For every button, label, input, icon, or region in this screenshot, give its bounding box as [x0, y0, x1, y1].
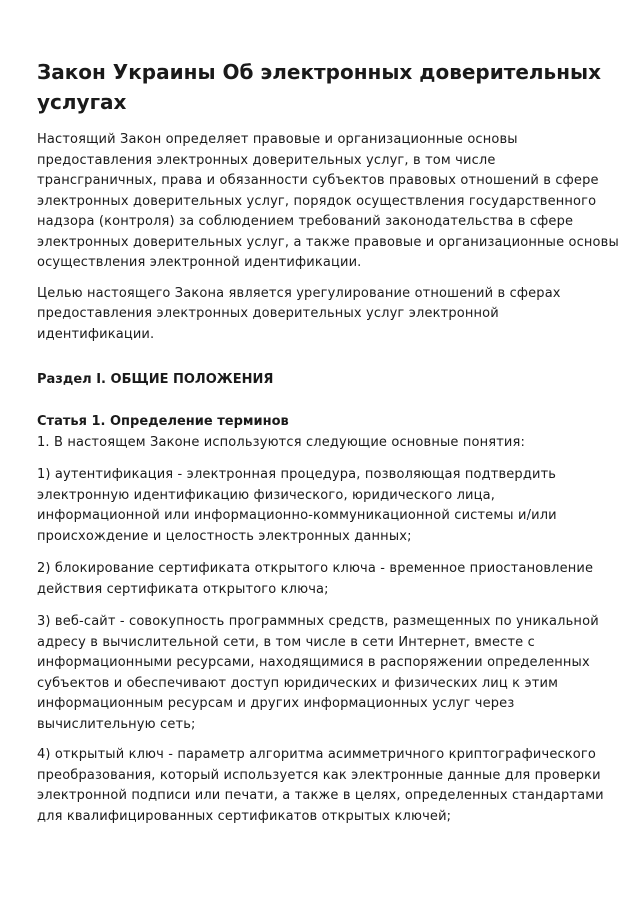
text-line: электронную идентификацию физического, юридического лица, [37, 487, 496, 503]
definition-item [37, 612, 637, 735]
text-line: происхождение и целостность электронных данных; [37, 528, 412, 544]
text-line: электронных доверительных услуг, порядок осуществления государственного [37, 193, 597, 209]
text-line: Настоящий Закон определяет правовые и организационные основы [37, 132, 518, 147]
preamble-paragraph [37, 130, 637, 274]
text-line: электронной подписи или печати, а также в целях, определенных стандартами [37, 788, 604, 803]
text-line: Целью настоящего Закона является урегулирование отношений в сферах [37, 285, 561, 301]
purpose-paragraph [37, 284, 637, 346]
text-line: вычислительную сеть; [37, 716, 196, 732]
article-heading: Статья 1. Определение терминов [37, 414, 289, 429]
definition-item [37, 559, 637, 600]
text-line: электронных доверительных услуг, а также правовые и организационные основы [37, 234, 619, 250]
text-line: действия сертификата открытого ключа; [37, 581, 329, 597]
text-line: 1) аутентификация - электронная процедура, позволяющая подтвердить [37, 467, 557, 482]
text-line: 4) открытый ключ - параметр алгоритма асимметричного криптографического [37, 747, 596, 762]
text-line: осуществления электронной идентификации. [37, 255, 362, 270]
text-line: информационными ресурсами, находящимися в распоряжении определенных [37, 655, 590, 670]
text-line: 3) веб-сайт - совокупность программных средств, размещенных по уникальной [37, 614, 599, 629]
article-intro: 1. В настоящем Законе используются следующие основные понятия: [37, 434, 526, 450]
text-line: 2) блокирование сертификата открытого ключа - временное приостановление [37, 561, 594, 576]
definition-item [37, 745, 637, 827]
document-page [37, 57, 637, 827]
definition-item [37, 465, 637, 547]
text-line: идентификации. [37, 326, 155, 342]
text-line: услугах [37, 90, 127, 114]
text-line: адресу в вычислительной сети, в том числе в сети Интернет, вместе с [37, 634, 535, 650]
text-line: информационным ресурсам и других информационных услуг через [37, 696, 515, 711]
text-line: субъектов и обеспечивают доступ юридических и физических лиц к этим [37, 675, 559, 691]
text-line: предоставления электронных доверительных услуг электронной [37, 306, 499, 321]
text-line: преобразования, который используется как электронные данные для проверки [37, 767, 601, 783]
text-line: информационной или информационно-коммуникационной системы и/или [37, 508, 557, 523]
text-line: надзора (контроля) за соблюдением требований законодательства в сфере [37, 214, 574, 229]
document-title [37, 57, 637, 117]
text-line: трансграничных, права и обязанности субъектов правовых отношений в сфере [37, 173, 599, 188]
section-heading: Раздел I. ОБЩИЕ ПОЛОЖЕНИЯ [37, 372, 274, 387]
text-line: для квалифицированных сертификатов открытых ключей; [37, 808, 452, 824]
text-line: предоставления электронных доверительных услуг, в том числе [37, 152, 496, 168]
text-line: Закон Украины Об электронных доверительных [37, 60, 601, 84]
